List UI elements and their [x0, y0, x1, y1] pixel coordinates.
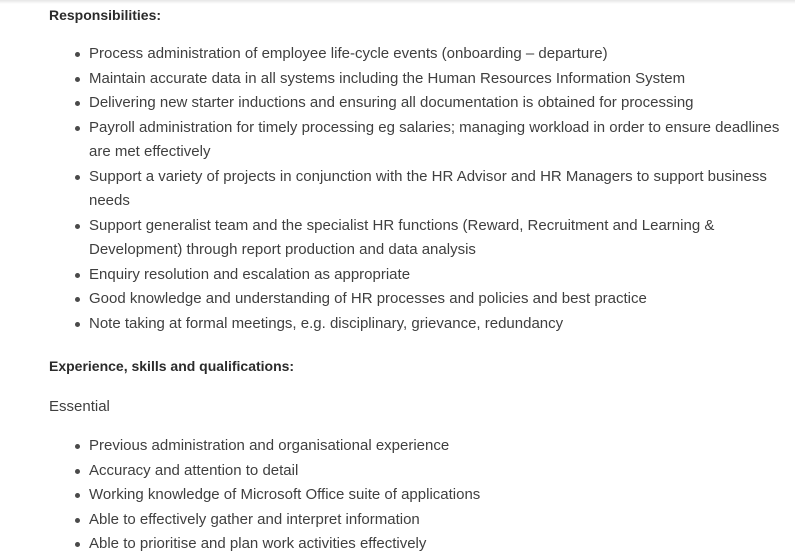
responsibilities-heading: Responsibilities:	[49, 7, 162, 23]
list-item: Delivering new starter inductions and ensuring all documentation is obtained for processing	[49, 91, 789, 116]
experience-heading: Experience, skills and qualifications:	[49, 358, 295, 374]
list-item: Process administration of employee life-cycle events (onboarding – departure)	[49, 42, 789, 67]
list-item: Good knowledge and understanding of HR processes and policies and best practice	[49, 287, 789, 312]
list-item: Accuracy and attention to detail	[49, 459, 789, 484]
list-item: Able to effectively gather and interpret information	[49, 508, 789, 533]
list-item: Support generalist team and the specialist HR functions (Reward, Recruitment and Learning & Development) through report production and data analysis	[49, 214, 789, 263]
essential-label: Essential	[49, 398, 110, 415]
list-item: Maintain accurate data in all systems including the Human Resources Information System	[49, 67, 789, 92]
list-item: Previous administration and organisational experience	[49, 434, 789, 459]
responsibilities-list	[49, 42, 789, 336]
list-item: Able to prioritise and plan work activities effectively	[49, 532, 789, 552]
list-item: Working knowledge of Microsoft Office suite of applications	[49, 483, 789, 508]
list-item: Note taking at formal meetings, e.g. disciplinary, grievance, redundancy	[49, 312, 789, 337]
job-description	[49, 0, 789, 552]
list-item: Enquiry resolution and escalation as appropriate	[49, 263, 789, 288]
essential-list	[49, 434, 789, 552]
list-item: Payroll administration for timely processing eg salaries; managing workload in order to ensure deadlines are met effectively	[49, 116, 789, 165]
list-item: Support a variety of projects in conjunction with the HR Advisor and HR Managers to support business needs	[49, 165, 789, 214]
